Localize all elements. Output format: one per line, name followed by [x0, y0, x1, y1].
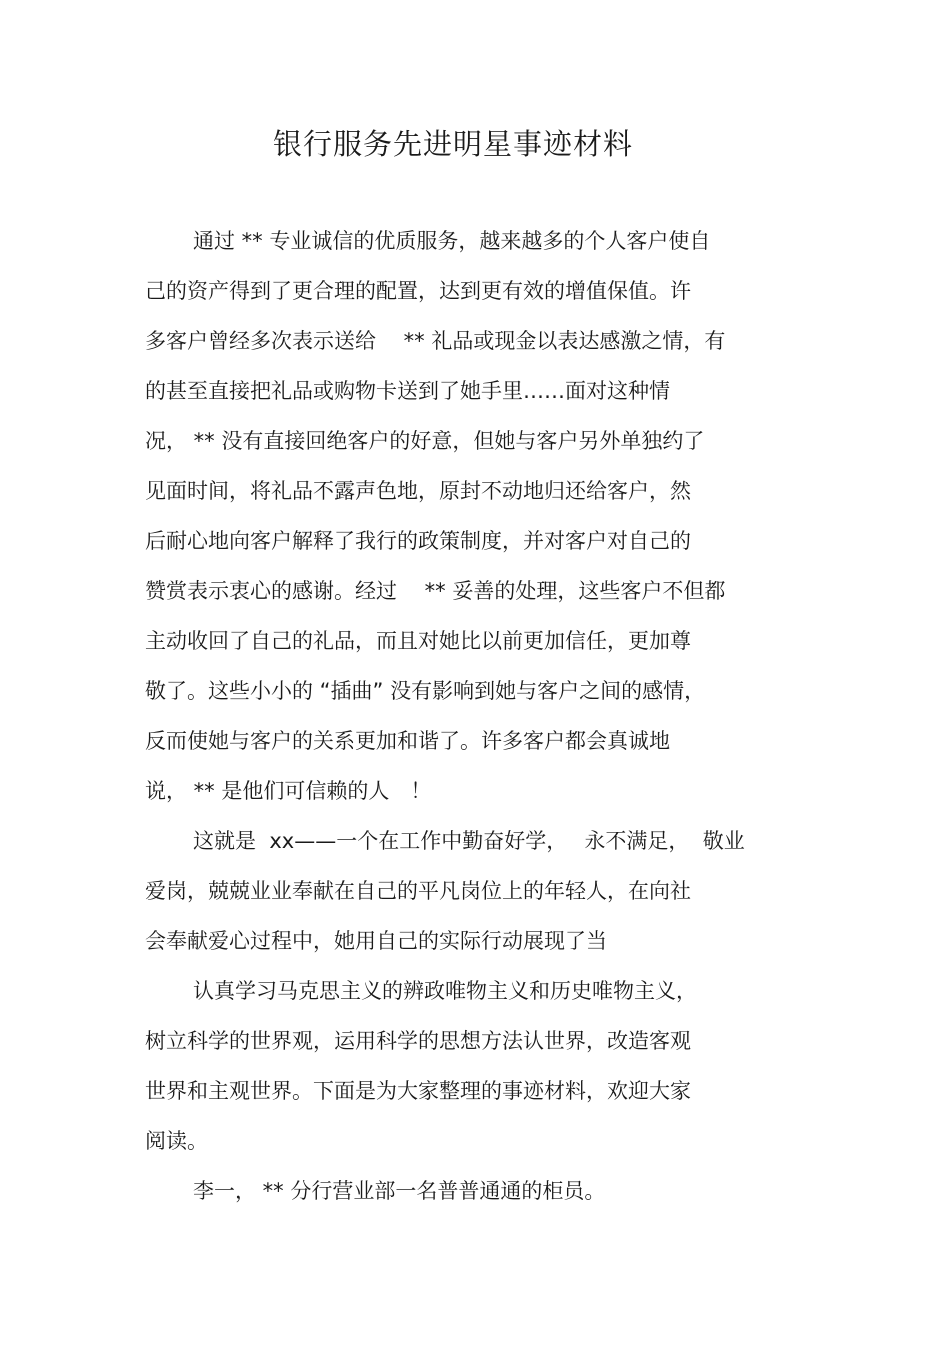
- paragraph-line: 世界和主观世界。下面是为大家整理的事迹材料，欢迎大家: [145, 1079, 691, 1103]
- paragraph-line: 爱岗，兢兢业业奉献在自己的平凡岗位上的年轻人，在向社: [145, 879, 691, 903]
- paragraph-line: 多客户曾经多次表示送给 ** 礼品或现金以表达感激之情，有: [145, 329, 726, 353]
- paragraph-line: 李一， ** 分行营业部一名普普通通的柜员。: [193, 1179, 606, 1203]
- paragraph-line: 说， ** 是他们可信赖的人 ！: [145, 779, 432, 803]
- paragraph-line: 反而使她与客户的关系更加和谐了。许多客户都会真诚地: [145, 729, 670, 753]
- paragraph-line: 赞赏表示衷心的感谢。经过 ** 妥善的处理，这些客户不但都: [145, 579, 726, 603]
- paragraph-line: 后耐心地向客户解释了我行的政策制度，并对客户对自己的: [145, 529, 691, 553]
- paragraph-line: 阅读。: [145, 1129, 208, 1153]
- paragraph-line: 的甚至直接把礼品或购物卡送到了她手里……面对这种情: [145, 379, 670, 403]
- paragraph-line: 见面时间，将礼品不露声色地，原封不动地归还给客户，然: [145, 479, 691, 503]
- paragraph-line: 这就是 xx——一个在工作中勤奋好学， 永不满足， 敬业: [193, 829, 745, 853]
- paragraph-line: 己的资产得到了更合理的配置，达到更有效的增值保值。许: [145, 279, 691, 303]
- paragraph-line: 会奉献爱心过程中，她用自己的实际行动展现了当: [145, 929, 607, 953]
- paragraph-line: 况， ** 没有直接回绝客户的好意，但她与客户另外单独约了: [145, 429, 705, 453]
- paragraph-line: 主动收回了自己的礼品，而且对她比以前更加信任，更加尊: [145, 629, 691, 653]
- paragraph-line: 敬了。这些小小的 “插曲” 没有影响到她与客户之间的感情，: [145, 679, 706, 703]
- paragraph-line: 树立科学的世界观，运用科学的思想方法认世界，改造客观: [145, 1029, 691, 1053]
- paragraph-line: 通过 ** 专业诚信的优质服务，越来越多的个人客户使自: [193, 229, 711, 253]
- document-title: 银行服务先进明星事迹材料: [272, 127, 633, 161]
- paragraph-line: 认真学习马克思主义的辨政唯物主义和历史唯物主义，: [193, 979, 697, 1003]
